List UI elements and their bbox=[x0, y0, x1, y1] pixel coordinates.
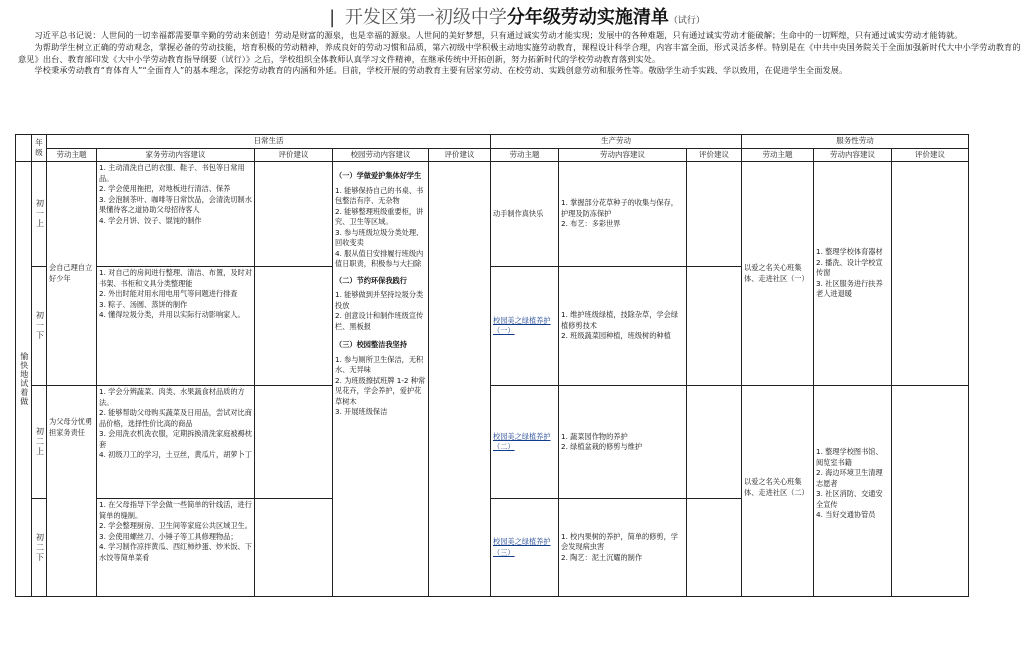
eval-cell bbox=[687, 386, 742, 499]
eval-cell bbox=[892, 162, 969, 386]
header-serv-content: 劳动内容建议 bbox=[814, 148, 892, 162]
title-main: 分年级劳动实施清单 bbox=[506, 7, 669, 28]
eval-cell bbox=[687, 499, 742, 597]
eval-cell bbox=[429, 162, 491, 597]
daily-theme-cell: 会自己理自立好少年 bbox=[47, 162, 97, 386]
eval-cell bbox=[255, 386, 333, 499]
home-content-cell: 1. 主动清洗自己的衣服、鞋子、书包等日常用品。 2. 学会使用拖把，对地板进行清洁、保养 3. 会泡制茶叶、咖啡等日常饮品，会清洗切制水果懂待客之道协助父母招待客人 4. 学会月饼、饺子、馄饨的制作 bbox=[97, 162, 255, 267]
prod-content-cell: 1. 蔬菜园作物的养护 2. 绿植盆栽的修剪与维护 bbox=[559, 386, 687, 499]
prod-theme-cell: 动手制作真快乐 bbox=[491, 162, 559, 267]
header-production: 生产劳动 bbox=[491, 135, 742, 149]
home-content-cell: 1. 对自己的房间进行整理、清洁、布置，及时对书架、书柜和文具分类整理能 2. 外出时能对用水用电用气等问题进行排查 3. 粽子、汤圆、蒸饼的制作 4. 懂得垃圾分类，并用以实际行动影响家人。 bbox=[97, 267, 255, 386]
prod-theme-cell: 校园美之绿植养护（二） bbox=[491, 386, 559, 499]
prod-theme-cell: 校园美之绿植养护（三） bbox=[491, 499, 559, 597]
header-serv-theme: 劳动主题 bbox=[742, 148, 814, 162]
eval-cell bbox=[255, 267, 333, 386]
intro-paragraph: 学校秉承劳动教育“育体育人”“全面育人”的基本理念，深挖劳动教育的内涵和外延。目前，学校开展的劳动教育主要有居家劳动、在校劳动、实践创意劳动和服务性等。敬励学生动手实践、学以致用，在促进学生全面发展。 bbox=[34, 65, 848, 76]
home-content-cell: 1. 学会分辨蔬菜、肉类、水果蔬食材品质的方法。 2. 能够帮助父母购买蔬菜及日用品，尝试对比商品价格，选择性价比高的商品 3. 会用洗衣机洗衣服，定期拆换清洗家庭被褥枕套 4. 初级刀工的学习，土豆丝，黄瓜片，胡萝卜丁 bbox=[97, 386, 255, 499]
home-content-cell: 1. 在父母指导下学会做一些简单的针线活，进行简单的缝制。 2. 学会整理厨房、卫生间等家庭公共区域卫生。 3. 会使用螺丝刀、小锤子等工具修理物品； 4. 学习制作凉拌黄瓜、西红柿炒蛋、炒米饭、下水饺等简单菜肴 bbox=[97, 499, 255, 597]
side-label-cell bbox=[16, 162, 32, 597]
header-eval: 评价建议 bbox=[429, 148, 491, 162]
prod-theme-cell: 校园美之绿植养护（一） bbox=[491, 267, 559, 386]
intro-paragraph: 习近平总书记说：人世间的一切幸福都需要靠辛勤的劳动来创造！劳动是财富的源泉，也是幸福的源泉。人世间的美好梦想，只有通过诚实劳动才能实现；发展中的各种难题，只有通过诚实劳动才能破解；生命中的一切辉煌，只有通过诚实劳动才能铸就。 bbox=[34, 30, 963, 40]
prod-content-cell: 1. 校内果树的养护，简单的修剪，学会发现病虫害 2. 陶艺：泥土沉耀的制作 bbox=[559, 499, 687, 597]
grade-cell: 初二上 bbox=[32, 386, 47, 499]
serv-theme-cell: 以爱之名关心班集体、走进社区（二） bbox=[742, 386, 814, 597]
header-blank bbox=[16, 135, 32, 162]
table-row bbox=[16, 162, 1034, 267]
prod-content-cell: 1. 掌握部分花草种子的收集与保存，护理及防冻保护 2. 布艺：多彩世界 bbox=[559, 162, 687, 267]
serv-content-cell: 1. 整理学校体育器材 2. 播洗、设计学校宣传窗 3. 社区服务进行扶养老人进退暖 bbox=[814, 162, 892, 386]
title-trial: （试行） bbox=[668, 16, 705, 26]
header-prod-theme: 劳动主题 bbox=[491, 148, 559, 162]
eval-cell bbox=[687, 162, 742, 267]
header-daily-life: 日常生活 bbox=[47, 135, 491, 149]
header-service: 服务性劳动 bbox=[742, 135, 969, 149]
school-content-cell: （一）学做爱护集体好学生 1. 能够保持自己的书桌、书包整洁有序、无杂物 2. 能够整理班级重要柜，讲究、卫生等区域。 3. 参与班级垃圾分类处理、回收变卖 4. 服从值日安排履行班级内值日职责，积极参与大扫除 （二）节约环保我践行 1. 能够做到并坚持垃圾分类投放 2. 创意设计和制作班级宣传栏、黑板报 （三）校园整洁我坚持 1. 参与厕所卫生保洁，无积水、无异味 2. 为班级擦拭班牌 1-2 种常见花卉，学会养护，爱护花草树木 3. 开展班级保洁 bbox=[333, 162, 429, 597]
header-theme: 劳动主题 bbox=[47, 148, 97, 162]
intro-paragraph: 为帮助学生树立正确的劳动观念，掌握必备的劳动技能，培育积极的劳动精神，养成良好的劳动习惯和品质，第六初级中学积极主动地实施劳动教育，课程设计科学合理，内容丰富全面，形式灵活多样。特别是在《中共中央国务院关于全面加强新时代大中小学劳动教育的意见》出台、教育部印发《大中小学劳动教育指导纲要（试行）》之后，学校组织全体教师认真学习文件精神，在继承传统中开拓创新，努力拓新时代的学校劳动教育落到实处。 bbox=[18, 41, 1021, 64]
header-eval: 评价建议 bbox=[892, 148, 969, 162]
prod-content-cell: 1. 维护班级绿植，技除杂草，学会绿植修剪技术 2. 班级蔬菜园种植，班级树的种植 bbox=[559, 267, 687, 386]
eval-cell bbox=[255, 162, 333, 267]
header-eval: 评价建议 bbox=[687, 148, 742, 162]
intro-text bbox=[18, 30, 1024, 77]
serv-content-cell: 1. 整理学校图书馆、阅览室书籍 2. 海边环境卫生清理志愿者 3. 社区消防、交通安全宣传 4. 当好交通协管员 bbox=[814, 386, 892, 597]
header-eval: 评价建议 bbox=[255, 148, 333, 162]
grade-cell: 初一上 bbox=[32, 162, 47, 267]
side-label: 愉快地试着做 bbox=[19, 352, 29, 406]
eval-cell bbox=[255, 499, 333, 597]
eval-cell bbox=[687, 267, 742, 386]
header-prod-content: 劳动内容建议 bbox=[559, 148, 687, 162]
serv-theme-cell: 以爱之名关心班集体、走进社区（一） bbox=[742, 162, 814, 386]
page-title bbox=[0, 6, 1034, 30]
daily-theme-cell: 为父母分忧勇担家务责任 bbox=[47, 386, 97, 597]
labor-plan-table bbox=[15, 134, 1034, 597]
grade-cell: 初二下 bbox=[32, 499, 47, 597]
title-school: 开发区第一初级中学 bbox=[344, 7, 507, 28]
eval-cell bbox=[892, 386, 969, 597]
header-home-content: 家务劳动内容建议 bbox=[97, 148, 255, 162]
table-row bbox=[16, 386, 1034, 499]
header-grade: 年级 bbox=[32, 135, 47, 162]
header-school-content: 校园劳动内容建议 bbox=[333, 148, 429, 162]
title-separator: | bbox=[329, 7, 336, 28]
grade-cell: 初一下 bbox=[32, 267, 47, 386]
